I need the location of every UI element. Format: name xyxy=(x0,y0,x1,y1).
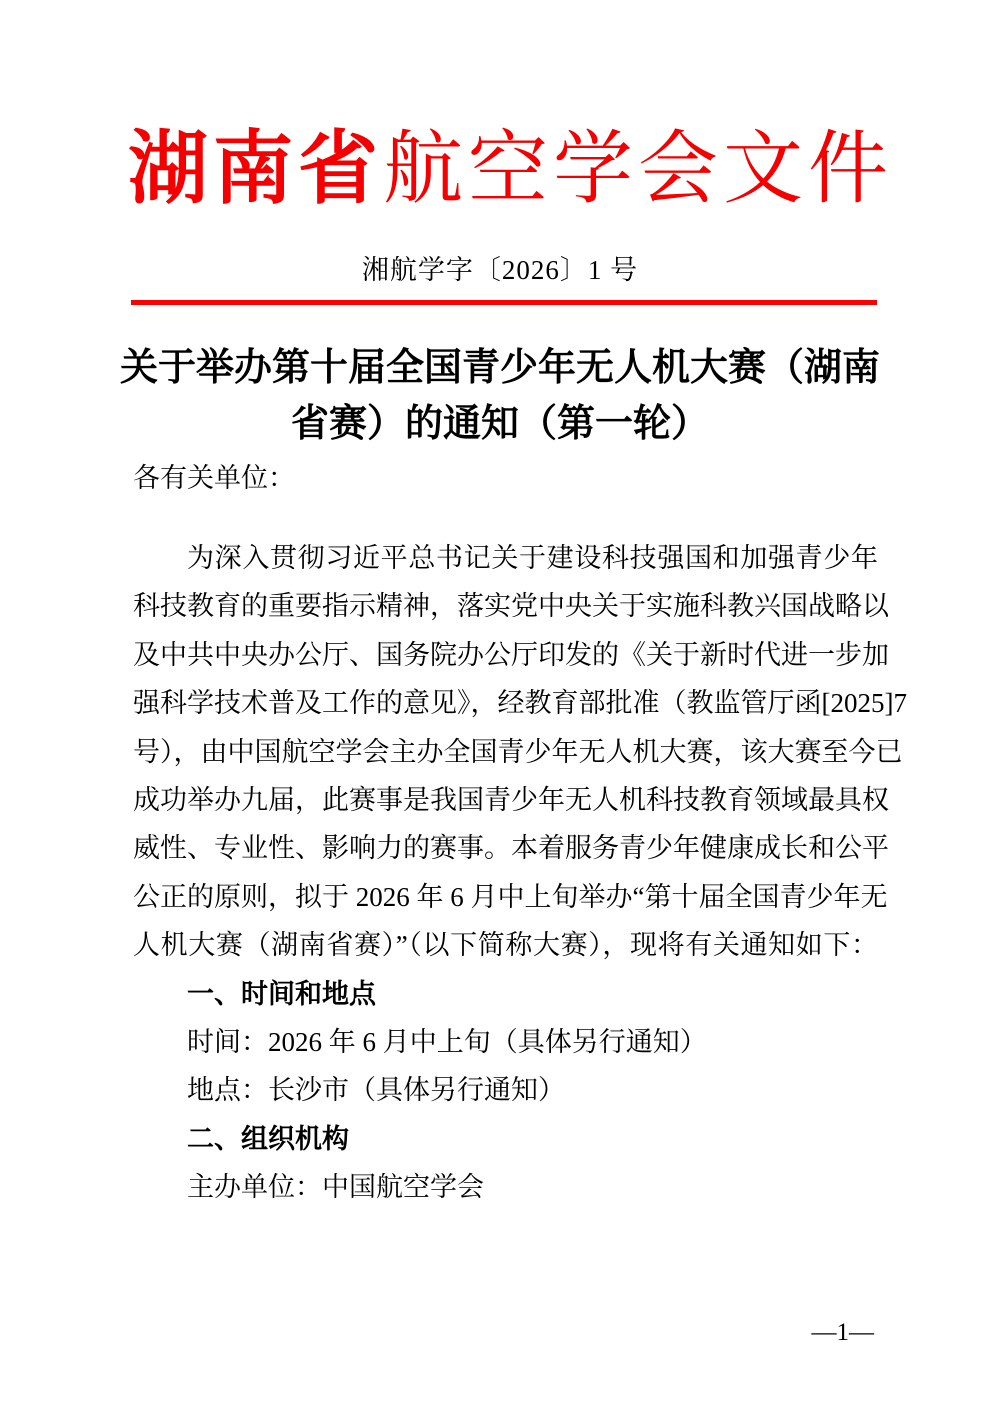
header-char: 航 xyxy=(383,126,463,214)
header-char: 湖 xyxy=(128,126,208,214)
header-char: 空 xyxy=(468,126,548,214)
header-char: 文 xyxy=(723,126,803,214)
red-divider-rule xyxy=(131,300,877,305)
paragraph-line: 威性、专业性、影响力的赛事。本着服务青少年健康成长和公平 xyxy=(133,833,889,864)
section-heading-organization: 二、组织机构 xyxy=(187,1123,349,1154)
host-unit-line: 主办单位：中国航空学会 xyxy=(187,1172,484,1203)
document-title xyxy=(0,340,1000,452)
title-line-1: 关于举办第十届全国青少年无人机大赛（湖南 xyxy=(119,347,880,389)
paragraph-line: 科技教育的重要指示精神，落实党中央关于实施科教兴国战略以 xyxy=(133,591,889,622)
time-line: 时间：2026 年 6 月中上旬（具体另行通知） xyxy=(187,1027,707,1058)
place-line: 地点：长沙市（具体另行通知） xyxy=(187,1075,565,1106)
header-char: 学 xyxy=(553,126,633,214)
header-char: 南 xyxy=(213,126,293,214)
salutation: 各有关单位： xyxy=(133,463,295,493)
paragraph-line: 号），由中国航空学会主办全国青少年无人机大赛，该大赛至今已 xyxy=(133,736,903,767)
header-char: 会 xyxy=(638,126,718,214)
paragraph-line: 人机大赛（湖南省赛）”（以下简称大赛），现将有关通知如下： xyxy=(133,930,878,961)
header-char: 省 xyxy=(298,126,378,214)
body-text xyxy=(133,534,907,1212)
header-char: 件 xyxy=(808,126,888,214)
section-heading-time-place: 一、时间和地点 xyxy=(187,978,376,1009)
paragraph-line: 强科学技术普及工作的意见》，经教育部批准（教监管厅函[2025]7 xyxy=(133,688,907,719)
paragraph-line: 成功举办九届，此赛事是我国青少年无人机科技教育领域最具权 xyxy=(133,785,889,816)
doc-number: 湘航学字〔2026〕1 号 xyxy=(361,255,639,285)
title-line-2: 省赛）的通知（第一轮） xyxy=(290,403,709,445)
paragraph-line: 为深入贯彻习近平总书记关于建设科技强国和加强青少年 xyxy=(187,543,878,573)
paragraph-line: 公正的原则，拟于 2026 年 6 月中上旬举办“第十届全国青少年无 xyxy=(133,881,888,912)
red-header-title xyxy=(128,122,888,218)
paragraph-line: 及中共中央办公厅、国务院办公厅印发的《关于新时代进一步加 xyxy=(133,639,889,670)
page-number: —1— xyxy=(811,1319,874,1346)
